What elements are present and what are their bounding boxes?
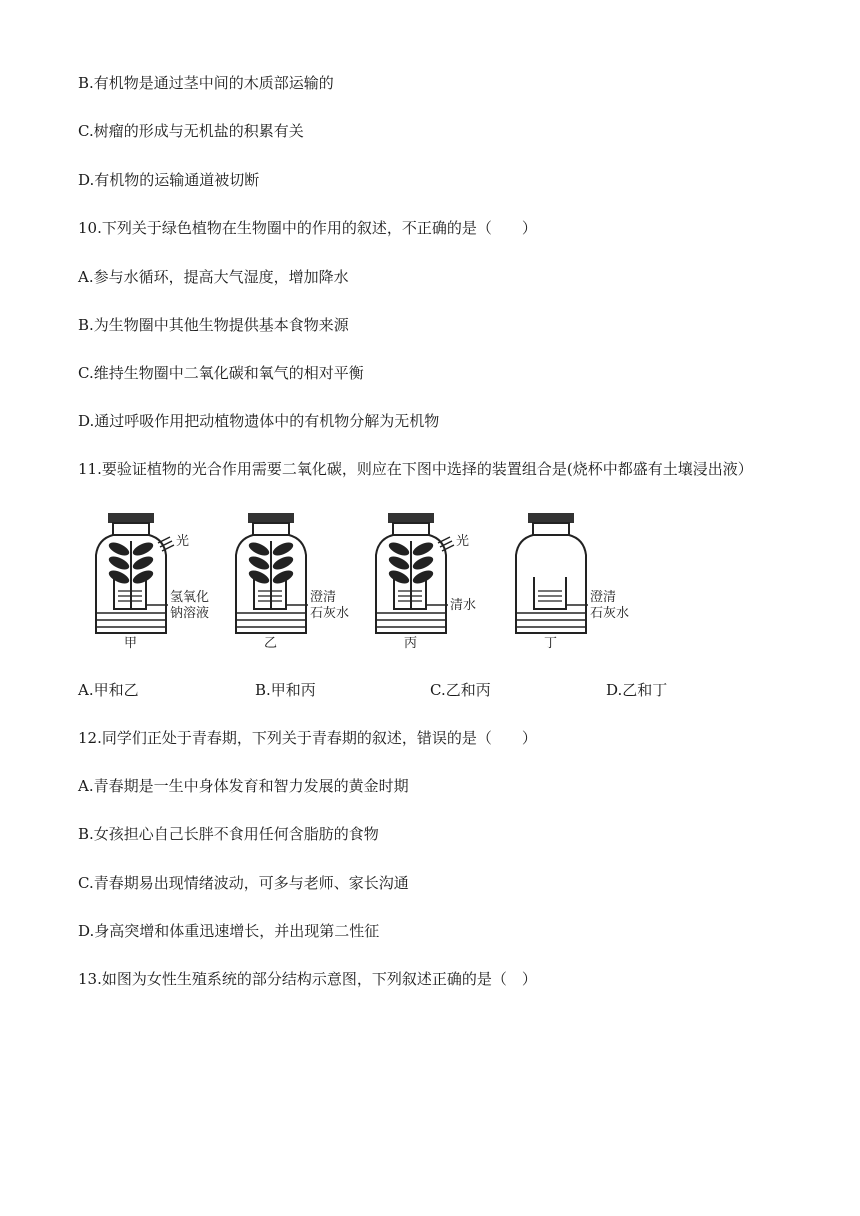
jar-name-label: 甲 [124,636,138,651]
solution-label-line1: 澄清 [590,590,617,605]
plant-leaf [107,568,131,586]
solution-label-line2: 石灰水 [590,606,630,621]
jar-4 [516,513,629,651]
jar-1 [96,513,209,651]
q10-option-a: A.参与水循环，提高大气湿度，增加降水 [78,268,349,286]
jar-stopper [248,513,294,523]
beaker [534,577,566,609]
jar-3 [376,513,476,651]
q10-option-c: C.维持生物圈中二氧化碳和氧气的相对平衡 [78,364,364,382]
jar-neck [253,523,289,535]
solution-label-line1: 清水 [450,598,477,613]
solution-label-line2: 钠溶液 [170,606,210,621]
jar-stopper [108,513,154,523]
plant-leaf [107,540,131,558]
plant-leaf [271,568,295,586]
plant-leaf [271,554,295,572]
q11-option-b: B.甲和丙 [255,681,316,699]
jar-name-label: 丙 [404,636,418,651]
jar-name-label: 丁 [544,636,558,651]
q12-option-c: C.青春期易出现情绪波动，可多与老师、家长沟通 [78,874,409,892]
jar-neck [113,523,149,535]
q12-option-d: D.身高突增和体重迅速增长，并出现第二性征 [78,922,380,940]
jar-neck [533,523,569,535]
solution-label-line1: 氢氧化 [170,590,210,605]
plant-leaf [107,554,131,572]
plant-leaf [131,554,155,572]
jar-body [516,535,586,633]
q9-option-c: C.树瘤的形成与无机盐的积累有关 [78,122,304,140]
q10-option-d: D.通过呼吸作用把动植物遗体中的有机物分解为无机物 [78,412,440,430]
jar-2 [236,513,349,651]
plant-leaf [411,540,435,558]
q11-option-d: D.乙和丁 [606,681,668,699]
plant-leaf [131,568,155,586]
light-rays-icon [158,537,174,551]
q12-stem: 12.同学们正处于青春期，下列关于青春期的叙述，错误的是（ ） [78,729,537,747]
plant-leaf [271,540,295,558]
plant-leaf [387,540,411,558]
q9-option-d: D.有机物的运输通道被切断 [78,171,260,189]
plant-leaf [411,568,435,586]
q11-option-a: A.甲和乙 [78,681,139,699]
plant-leaf [247,568,271,586]
solution-label-line1: 澄清 [310,590,337,605]
solution-label-line2: 石灰水 [310,606,350,621]
jar-neck [393,523,429,535]
q9-option-b: B.有机物是通过茎中间的木质部运输的 [78,74,334,92]
experiment-apparatus-diagram [80,505,680,655]
jar-name-label: 乙 [264,636,278,651]
plant-leaf [411,554,435,572]
jar-stopper [388,513,434,523]
light-label: 光 [176,534,190,549]
plant-leaf [247,540,271,558]
light-rays-icon [438,537,454,551]
plant-leaf [131,540,155,558]
light-label: 光 [456,534,470,549]
q11-option-c: C.乙和丙 [430,681,491,699]
plant-leaf [247,554,271,572]
plant-leaf [387,554,411,572]
jar-stopper [528,513,574,523]
plant-leaf [387,568,411,586]
q12-option-a: A.青春期是一生中身体发育和智力发展的黄金时期 [78,777,409,795]
q10-stem: 10.下列关于绿色植物在生物圈中的作用的叙述，不正确的是（ ） [78,219,537,237]
q13-stem: 13.如图为女性生殖系统的部分结构示意图，下列叙述正确的是（ ） [78,970,537,988]
q10-option-b: B.为生物圈中其他生物提供基本食物来源 [78,316,349,334]
q12-option-b: B.女孩担心自己长胖不食用任何含脂肪的食物 [78,825,379,843]
q11-stem: 11.要验证植物的光合作用需要二氧化碳，则应在下图中选择的装置组合是(烧杯中都盛有土壤浸出液） [78,460,753,478]
